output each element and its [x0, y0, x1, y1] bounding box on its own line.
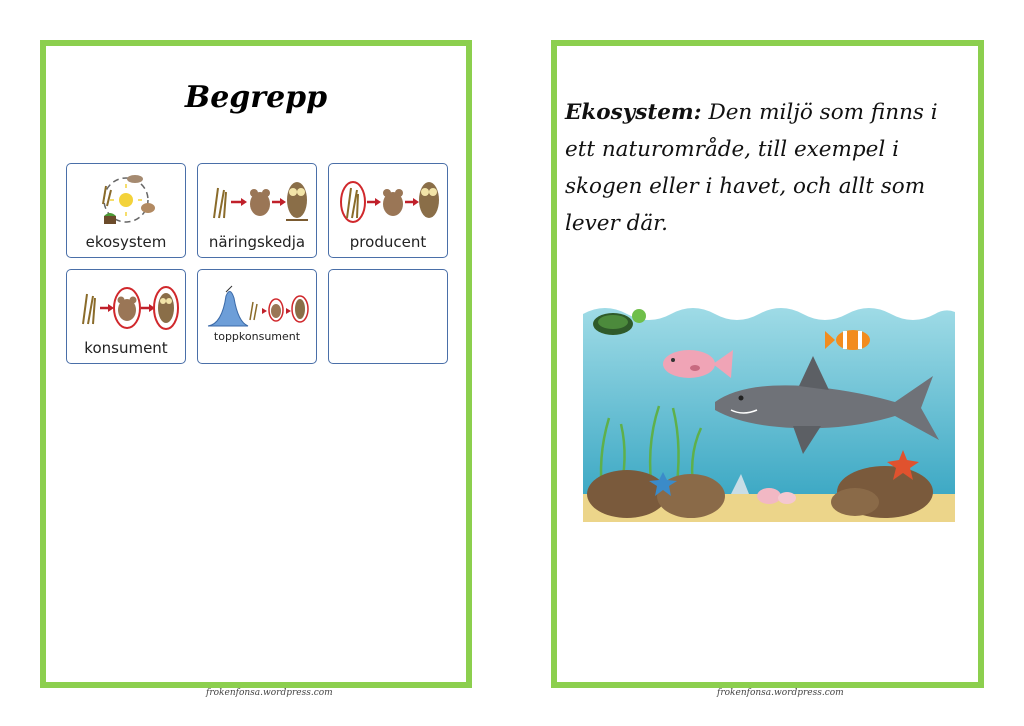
consumer-icon — [73, 276, 179, 336]
tile-label: konsument — [84, 339, 168, 357]
definition-text — [565, 94, 968, 242]
tile-label: toppkonsument — [213, 330, 301, 343]
clam-shell-icon — [778, 492, 796, 504]
concept-card — [40, 40, 472, 688]
tile-label: ekosystem — [85, 233, 167, 251]
definition-card — [551, 40, 984, 688]
tile-empty — [328, 269, 448, 364]
tile-producent — [328, 163, 448, 258]
tile-konsument — [66, 269, 186, 364]
top-consumer-icon — [204, 276, 310, 336]
definition-term: Ekosystem: — [565, 100, 702, 125]
definition-body: Den miljö som finns i ett naturområde, till exempel i skogen eller i havet, och allt som lever där. — [565, 100, 938, 236]
tile-ekosystem — [66, 163, 186, 258]
ecosystem-cycle-icon — [73, 170, 179, 230]
food-chain-icon — [204, 170, 310, 230]
tile-naringskedja — [197, 163, 317, 258]
page-title: Begrepp — [184, 80, 328, 115]
footer-url-right: frokenfonsa.wordpress.com — [717, 688, 844, 698]
ocean-ecosystem-illustration — [583, 298, 955, 524]
footer-url-left: frokenfonsa.wordpress.com — [206, 688, 333, 698]
tile-label: producent — [349, 233, 427, 251]
tile-label: näringskedja — [208, 233, 306, 251]
tile-toppkonsument — [197, 269, 317, 364]
clam-shell-icon — [757, 488, 781, 504]
producer-icon — [335, 170, 441, 230]
